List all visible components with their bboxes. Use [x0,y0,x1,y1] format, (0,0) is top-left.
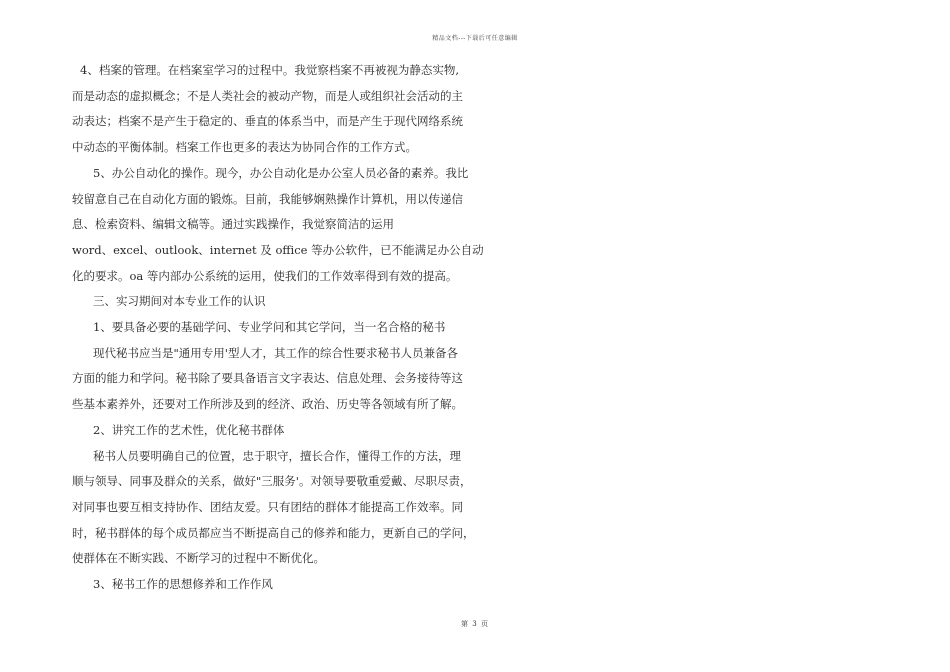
paragraph-line: 而是动态的虚拟概念；不是人类社会的被动产物，而是人或组织社会活动的主 [72,89,463,103]
paragraph-line: 顺与领导、同事及群众的关系，做好"三服务'。对领导要敬重爱戴、尽职尽责， [72,474,472,488]
subsection-heading: 2、讲究工作的艺术性，优化秘书群体 [93,423,285,437]
paragraph-line: 对同事也要互相支持协作、团结友爱。只有团结的群体才能提高工作效率。同 [72,500,463,514]
page-number: 第 3 页 [461,620,489,628]
paragraph-line: 动表达；档案不是产生于稳定的、垂直的体系当中，而是产生于现代网络系统 [72,114,463,128]
paragraph-line: 化的要求。oa 等内部办公系统的运用，使我们的工作效率得到有效的提高。 [72,269,458,283]
paragraph-line: 些基本素养外，还要对工作所涉及到的经济、政治、历史等各领域有所了解。 [72,397,463,411]
paragraph-line: 方面的能力和学问。秘书除了要具备语言文字表达、信息处理、会务接待等这 [72,371,463,385]
paragraph-line: 现代秘书应当是"通用专用'型人才，其工作的综合性要求秘书人员兼备各 [93,346,458,360]
section-heading: 三、实习期间对本专业工作的认识 [93,294,266,308]
paragraph-line: 较留意自己在自动化方面的锻炼。目前，我能够娴熟操作计算机，用以传递信 [72,192,463,206]
page-header: 精品文档---下载后可任意编辑 [432,35,518,42]
paragraph-line: 5、办公自动化的操作。现今，办公自动化是办公室人员必备的素养。我比 [93,166,469,180]
paragraph-line: 时，秘书群体的每个成员都应当不断提高自己的修养和能力，更新自己的学问， [72,526,475,540]
paragraph-line: 息、检索资料、编辑文稿等。通过实践操作，我觉察简洁的运用 [72,217,394,231]
paragraph-line: 中动态的平衡体制。档案工作也更多的表达为协同合作的工作方式。 [72,140,417,154]
paragraph-line: 4、档案的管理。在档案室学习的过程中。我觉察档案不再被视为静态实物, [80,63,459,77]
paragraph-line: 使群体在不断实践、不断学习的过程中不断优化。 [72,551,325,565]
paragraph-line: word、excel、outlook、internet 及 office 等办公软件，已不能满足办公自动 [72,243,484,257]
subsection-heading: 1、要具备必要的基础学问、专业学问和其它学问，当一名合格的秘书 [93,320,446,334]
subsection-heading: 3、秘书工作的思想修养和工作作风 [93,577,273,591]
paragraph-line: 秘书人员要明确自己的位置，忠于职守，擅长合作，懂得工作的方法，理 [93,449,461,463]
